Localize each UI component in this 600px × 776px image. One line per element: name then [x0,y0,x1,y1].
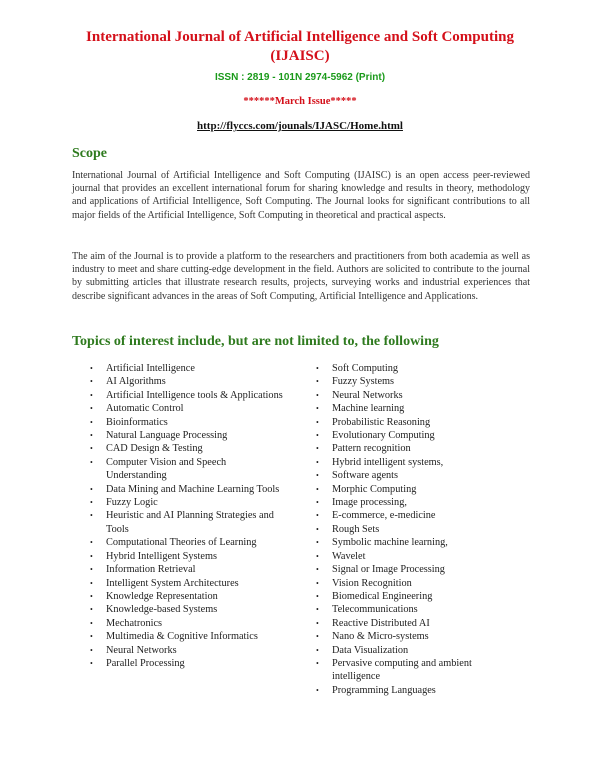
topics-list-left [90,362,288,670]
bullet-icon: • [316,591,319,601]
bullet-icon: • [90,565,93,575]
bullet-icon: • [90,377,93,387]
topic-list-item [90,402,288,415]
topic-label: Parallel Processing [106,657,185,669]
topic-list-item [90,442,288,455]
bullet-icon: • [316,658,319,668]
topic-label: Wavelet [332,550,366,562]
topic-label: Pervasive computing and ambient intelligence [332,657,472,683]
bullet-icon: • [90,511,93,521]
topic-label: Image processing, [332,497,407,509]
bullet-icon: • [90,444,93,454]
topic-label: Vision Recognition [332,577,412,589]
bullet-icon: • [90,605,93,615]
topic-label: Reactive Distributed AI [332,617,430,629]
topic-label: Multimedia & Cognitive Informatics [106,631,258,643]
bullet-icon: • [90,404,93,414]
bullet-icon: • [316,471,319,481]
topic-label: Mechatronics [106,617,163,629]
topic-list-item [90,577,288,590]
bullet-icon: • [90,645,93,655]
topic-label: Knowledge-based Systems [106,604,218,616]
topic-list-item [90,617,288,630]
topic-list-item [316,577,506,590]
topics-heading: Topics of interest include, but are not limited to, the following [72,334,439,349]
topic-label: Artificial Intelligence tools & Applications [106,389,283,401]
topic-label: Morphic Computing [332,483,417,495]
issn-line: ISSN : 2819 - 101N 2974-5962 (Print) [214,72,386,83]
topic-list-item [316,509,506,522]
topic-label: Bioinformatics [106,416,168,428]
bullet-icon: • [90,498,93,508]
bullet-icon: • [316,645,319,655]
topic-list-item [90,362,288,375]
topic-list-item [90,657,288,670]
bullet-icon: • [316,551,319,561]
topic-label: Telecommunications [332,604,418,616]
topic-list-item [316,402,506,415]
topic-list-item [90,456,288,483]
bullet-icon: • [90,457,93,467]
bullet-icon: • [316,685,319,695]
bullet-icon: • [316,498,319,508]
topic-list-item [316,563,506,576]
topic-label: Software agents [332,470,399,482]
topic-label: Symbolic machine learning, [332,537,448,549]
topic-list-item [316,603,506,616]
bullet-icon: • [90,390,93,400]
bullet-icon: • [316,404,319,414]
bullet-icon: • [90,538,93,548]
bullet-icon: • [316,364,319,373]
bullet-icon: • [316,431,319,441]
issue-line: ******March Issue***** [243,96,357,107]
bullet-icon: • [90,431,93,441]
topic-label: Computer Vision and Speech Understanding [106,456,227,482]
bullet-icon: • [316,524,319,534]
topic-label: Fuzzy Systems [332,376,395,388]
topic-list-item [90,536,288,549]
topic-list-item [316,469,506,482]
topic-label: Knowledge Representation [106,590,218,602]
topic-list-item [90,603,288,616]
topic-list-item [90,375,288,388]
bullet-icon: • [316,538,319,548]
topic-label: Signal or Image Processing [332,564,445,576]
topic-list-item [316,644,506,657]
topic-list-item [90,496,288,509]
topics-list-right [316,362,506,697]
topic-label: Biomedical Engineering [332,590,433,602]
topic-label: Computational Theories of Learning [106,537,257,549]
bullet-icon: • [90,578,93,588]
bullet-icon: • [90,551,93,561]
topic-list-item [90,429,288,442]
bullet-icon: • [316,377,319,387]
topic-label: Neural Networks [332,389,403,401]
bullet-icon: • [316,390,319,400]
topic-label: E-commerce, e-medicine [332,510,436,522]
bullet-icon: • [90,591,93,601]
bullet-icon: • [90,417,93,427]
topic-list-item [316,389,506,402]
topic-list-item [90,389,288,402]
scope-paragraph-1: International Journal of Artificial Intelligence and Soft Computing (IJAISC) is an open access peer-reviewed journal that provides an excellent international forum for sharing knowledge and results in theory, methodology and applications of Artificial Intelligence, Soft Computing. The Journal looks for significant contributions to all major fields of the Artificial Intelligence, Soft Computing in theoretical and practical aspects. [72,170,530,221]
bullet-icon: • [316,457,319,467]
topic-label: Soft Computing [332,363,399,374]
bullet-icon: • [90,364,93,373]
bullet-icon: • [316,565,319,575]
journal-url-link[interactable]: http://flyccs.com/jounals/IJASC/Home.html [197,120,403,132]
topic-list-item [316,429,506,442]
topic-label: Information Retrieval [106,564,196,576]
topic-list-item [316,456,506,469]
bullet-icon: • [316,511,319,521]
topic-list-item [90,509,288,536]
bullet-icon: • [316,417,319,427]
topic-label: Natural Language Processing [106,430,228,442]
topic-list-item [316,684,506,697]
topic-label: Heuristic and AI Planning Strategies and Tools [106,510,274,535]
topic-label: Rough Sets [332,523,380,535]
topic-list-item [316,617,506,630]
bullet-icon: • [316,444,319,454]
topic-label: Machine learning [332,403,405,415]
bullet-icon: • [90,632,93,642]
topic-label: Intelligent System Architectures [106,577,239,589]
topic-list-item [316,496,506,509]
topic-list-item [316,362,506,375]
topic-list-item [316,375,506,388]
topic-label: Pattern recognition [332,443,411,455]
topic-label: Fuzzy Logic [106,497,158,509]
topic-list-item [90,483,288,496]
topic-label: Programming Languages [332,684,436,696]
scope-paragraph-2: The aim of the Journal is to provide a platform to the researchers and practitioners from both academia as well as industry to meet and share cutting-edge development in the field. Authors are solicited to contribute to the journal by submitting articles that illustrate research results, projects, surveying works and industrial experiences that describe significant advances in the areas of Soft Computing, Artificial Intelligence and Applications. [72,251,530,302]
topic-list-item [316,442,506,455]
bullet-icon: • [316,618,319,628]
bullet-icon: • [316,578,319,588]
topic-label: Hybrid intelligent systems, [332,456,444,468]
topic-label: Data Visualization [332,644,409,656]
bullet-icon: • [316,632,319,642]
bullet-icon: • [90,618,93,628]
topic-list-item [316,523,506,536]
topic-list-item [90,644,288,657]
topic-label: Evolutionary Computing [332,430,435,442]
topic-list-item [316,657,506,684]
topic-label: Nano & Micro-systems [332,631,429,643]
bullet-icon: • [316,605,319,615]
topic-list-item [90,563,288,576]
topic-label: Artificial Intelligence [106,363,195,374]
bullet-icon: • [90,484,93,494]
topic-list-item [90,550,288,563]
journal-title: International Journal of Artificial Intelligence and Soft Computing (IJAISC) [86,29,514,64]
topic-list-item [316,550,506,563]
topic-label: Neural Networks [106,644,177,656]
topic-label: Data Mining and Machine Learning Tools [106,483,280,495]
topic-list-item [316,590,506,603]
topic-list-item [316,483,506,496]
topic-label: CAD Design & Testing [106,443,203,455]
topic-label: Probabilistic Reasoning [332,416,431,428]
topic-label: AI Algorithms [106,376,166,388]
topic-list-item [90,630,288,643]
topic-list-item [316,630,506,643]
topic-list-item [316,536,506,549]
topic-list-item [90,590,288,603]
bullet-icon: • [90,658,93,668]
topic-label: Hybrid Intelligent Systems [106,550,217,562]
topic-list-item [316,416,506,429]
scope-heading: Scope [72,146,107,161]
topic-label: Automatic Control [106,403,184,415]
bullet-icon: • [316,484,319,494]
topic-list-item [90,416,288,429]
